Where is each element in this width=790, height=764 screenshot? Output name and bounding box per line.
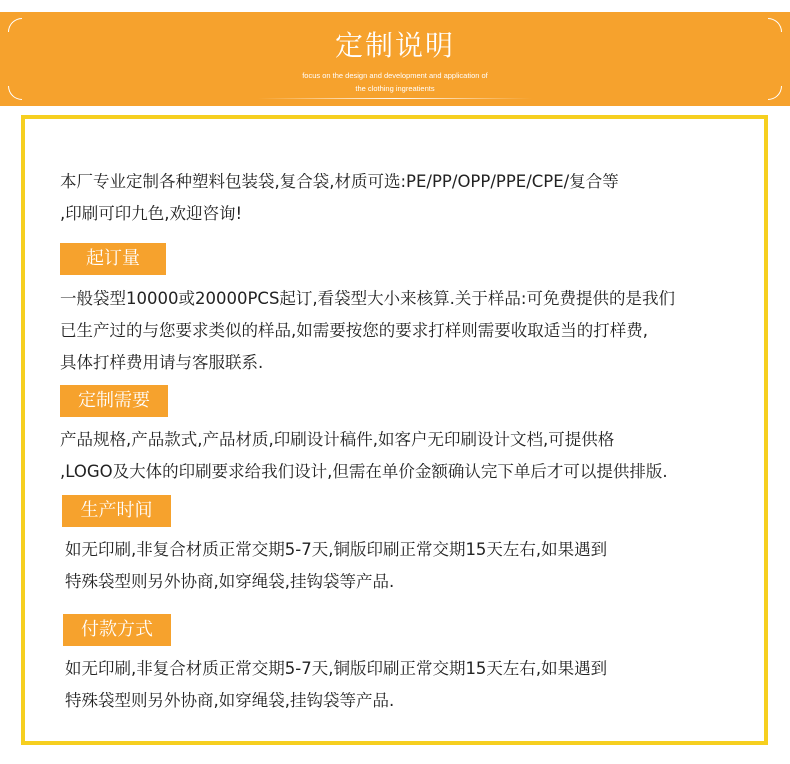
min-order-line-2: 已生产过的与您要求类似的样品,如需要按您的要求打样则需要收取适当的打样费, [60, 321, 648, 340]
page-title: 定制说明 [334, 29, 455, 62]
production-time-line-2: 特殊袋型则另外协商,如穿绳袋,挂钩袋等产品. [65, 572, 395, 591]
header-banner [0, 12, 790, 106]
header-subtitle-line-1: focus on the design and development and application of [302, 71, 488, 80]
custom-requirements-line-1: 产品规格,产品款式,产品材质,印刷设计稿件,如客户无印刷设计文档,可提供格 [60, 430, 615, 449]
section-label-production-time: 生产时间 [62, 495, 171, 527]
section-label-custom-requirements: 定制需要 [60, 385, 168, 417]
payment-method-line-2: 特殊袋型则另外协商,如穿绳袋,挂钩袋等产品. [65, 691, 395, 710]
intro-line-1: 本厂专业定制各种塑料包装袋,复合袋,材质可选:PE/PP/OPP/PPE/CPE/复合等 [60, 172, 619, 191]
header-subtitle-line-2: the clothing ingreatients [355, 84, 435, 93]
custom-requirements-line-2: ,LOGO及大体的印刷要求给我们设计,但需在单价金额确认完下单后才可以提供排版. [60, 462, 668, 481]
production-time-line-1: 如无印刷,非复合材质正常交期5-7天,铜版印刷正常交期15天左右,如果遇到 [65, 540, 608, 559]
section-label-min-order: 起订量 [60, 243, 166, 275]
min-order-line-1: 一般袋型10000或20000PCS起订,看袋型大小来核算.关于样品:可免费提供的是我们 [60, 289, 675, 308]
payment-method-line-1: 如无印刷,非复合材质正常交期5-7天,铜版印刷正常交期15天左右,如果遇到 [65, 659, 608, 678]
min-order-line-3: 具体打样费用请与客服联系. [60, 353, 264, 372]
header-divider [258, 98, 532, 99]
intro-line-2: ,印刷可印九色,欢迎咨询! [60, 204, 243, 223]
section-label-payment-method: 付款方式 [63, 614, 171, 646]
